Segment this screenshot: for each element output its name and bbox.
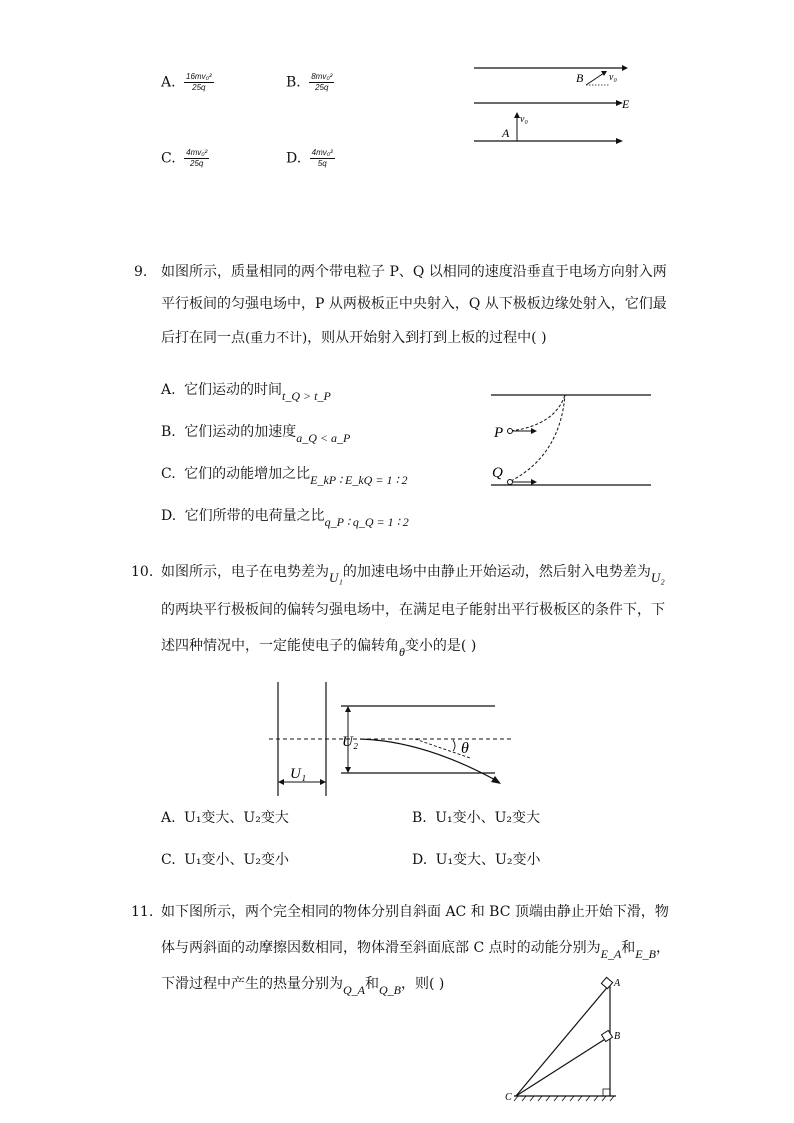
ea-symbol: E_A bbox=[600, 947, 622, 961]
q9-option-d: D. 它们所带的电荷量之比q_P ∶ q_Q = 1 ∶ 2 bbox=[161, 508, 409, 529]
answer-blank: ( ) bbox=[429, 976, 445, 992]
label-a: A bbox=[502, 126, 510, 140]
electron-path bbox=[360, 739, 499, 782]
label-theta: θ bbox=[461, 740, 469, 757]
ground-hatching bbox=[514, 1096, 614, 1101]
answer-blank: ( ) bbox=[531, 330, 547, 346]
particle-p bbox=[508, 429, 513, 434]
arrow-head bbox=[320, 779, 326, 785]
q9-option-c: C. 它们的动能增加之比E_kP ∶ E_kQ = 1 ∶ 2 bbox=[161, 466, 408, 487]
u1-symbol: U₁ bbox=[329, 570, 343, 585]
trajectory-q bbox=[511, 395, 565, 481]
q10-deflection-figure bbox=[265, 678, 535, 800]
q8-field-figure bbox=[470, 60, 640, 150]
block-a bbox=[601, 977, 612, 988]
arrow-head bbox=[278, 779, 284, 785]
q10-line-1: 如图所示，电子在电势差为U₁的加速电场中由静止开始运动，然后射入电势差为U₂ bbox=[161, 564, 665, 585]
label-b: B bbox=[576, 71, 584, 85]
math-expression: q_P ∶ q_Q = 1 ∶ 2 bbox=[324, 515, 409, 529]
note-no-gravity: (重力不计) bbox=[245, 331, 308, 346]
angle-arc bbox=[453, 740, 455, 751]
q9-number: 9. bbox=[134, 264, 148, 280]
option-letter: D. bbox=[286, 150, 302, 167]
arrow-head bbox=[491, 776, 501, 784]
q11-line-1: 如下图所示，两个完全相同的物体分别自斜面 AC 和 BC 顶端由静止开始下滑，物 bbox=[161, 904, 669, 920]
arrow-head bbox=[601, 71, 607, 76]
arrow-head bbox=[345, 706, 351, 712]
arrow-head bbox=[616, 138, 623, 144]
q11-line-3: 下滑过程中产生的热量分别为Q_A和Q_B，则( ) bbox=[161, 976, 445, 997]
arrow-head bbox=[531, 428, 537, 434]
q9-line-1: 如图所示，质量相同的两个带电粒子 P、Q 以相同的速度沿垂直于电场方向射入两 bbox=[161, 264, 667, 280]
fraction: $\frac{\text{8mv₀²}}{25q}$ bbox=[311, 72, 333, 92]
label-a: A bbox=[614, 978, 621, 989]
theta-symbol: θ bbox=[399, 645, 405, 659]
math-expression: t_Q > t_P bbox=[282, 389, 331, 403]
q9-option-a: A. 它们运动的时间t_Q > t_P bbox=[161, 382, 331, 403]
q11-number: 11. bbox=[131, 904, 154, 920]
particle-q bbox=[508, 480, 513, 485]
math-expression: a_Q < a_P bbox=[296, 431, 351, 445]
q11-incline-figure bbox=[500, 972, 640, 1104]
trajectory-p bbox=[511, 395, 565, 431]
fraction: $\frac{\text{16mv₀²}}{25q}$ bbox=[186, 72, 212, 92]
fraction: $\frac{\text{4mv₀²}}{5q}$ bbox=[311, 148, 333, 168]
label-q: Q bbox=[492, 465, 503, 481]
arrow-head bbox=[622, 65, 628, 71]
q8-option-d bbox=[286, 148, 335, 169]
label-c: C bbox=[505, 1092, 512, 1103]
label-v0-top: v₀ bbox=[609, 72, 617, 83]
q8-option-c bbox=[161, 148, 209, 169]
q10-option-a: A. U₁变大、U₂变大 bbox=[161, 810, 289, 826]
answer-blank: ( ) bbox=[460, 638, 477, 654]
velocity-arrow-b bbox=[586, 73, 604, 85]
label-p: P bbox=[494, 425, 504, 441]
math-expression: E_kP ∶ E_kQ = 1 ∶ 2 bbox=[310, 473, 408, 487]
q10-option-c: C. U₁变小、U₂变小 bbox=[161, 852, 289, 868]
incline-bc bbox=[516, 1036, 610, 1096]
label-b: B bbox=[614, 1031, 621, 1042]
q10-line-3: 述四种情况中，一定能使电子的偏转角θ变小的是( ) bbox=[161, 638, 477, 659]
eb-symbol: E_B bbox=[635, 947, 656, 961]
option-letter: C. bbox=[161, 150, 176, 167]
q11-line-2: 体与两斜面的动摩擦因数相同，物体滑至斜面底部 C 点时的动能分别为E_A和E_B， bbox=[161, 940, 670, 961]
label-u1: U₁ bbox=[290, 766, 307, 782]
label-v0-bottom: v₀ bbox=[520, 114, 528, 125]
right-angle-mark bbox=[603, 1089, 610, 1096]
q10-number: 10. bbox=[131, 564, 154, 580]
arrow-head bbox=[531, 479, 537, 485]
label-e: E bbox=[622, 97, 630, 111]
q10-option-d: D. U₁变大、U₂变小 bbox=[412, 852, 541, 868]
q10-line-2: 的两块平行极板间的偏转匀强电场中，在满足电子能射出平行极板区的条件下，下 bbox=[161, 602, 665, 618]
q9-line-2: 平行板间的匀强电场中，P 从两极板正中央射入，Q 从下极板边缘处射入，它们最 bbox=[161, 296, 667, 312]
q9-plates-figure bbox=[485, 385, 660, 495]
fraction: $\frac{\text{4mv₀²}}{25q}$ bbox=[186, 148, 208, 168]
qa-symbol: Q_A bbox=[343, 983, 365, 997]
option-letter: B. bbox=[286, 74, 301, 91]
label-u2: U₂ bbox=[342, 734, 359, 750]
u2-symbol: U₂ bbox=[650, 570, 665, 585]
q8-option-a bbox=[161, 72, 214, 93]
q9-option-b: B. 它们运动的加速度a_Q < a_P bbox=[161, 424, 351, 445]
q9-line-3: 后打在同一点(重力不计)，则从开始射入到打到上板的过程中( ) bbox=[161, 330, 547, 346]
q8-option-b bbox=[286, 72, 334, 93]
arrow-head bbox=[345, 767, 351, 773]
qb-symbol: Q_B bbox=[379, 983, 401, 997]
q10-option-b: B. U₁变小、U₂变大 bbox=[412, 810, 541, 826]
option-letter: A. bbox=[161, 74, 176, 91]
incline-ac bbox=[516, 984, 610, 1096]
